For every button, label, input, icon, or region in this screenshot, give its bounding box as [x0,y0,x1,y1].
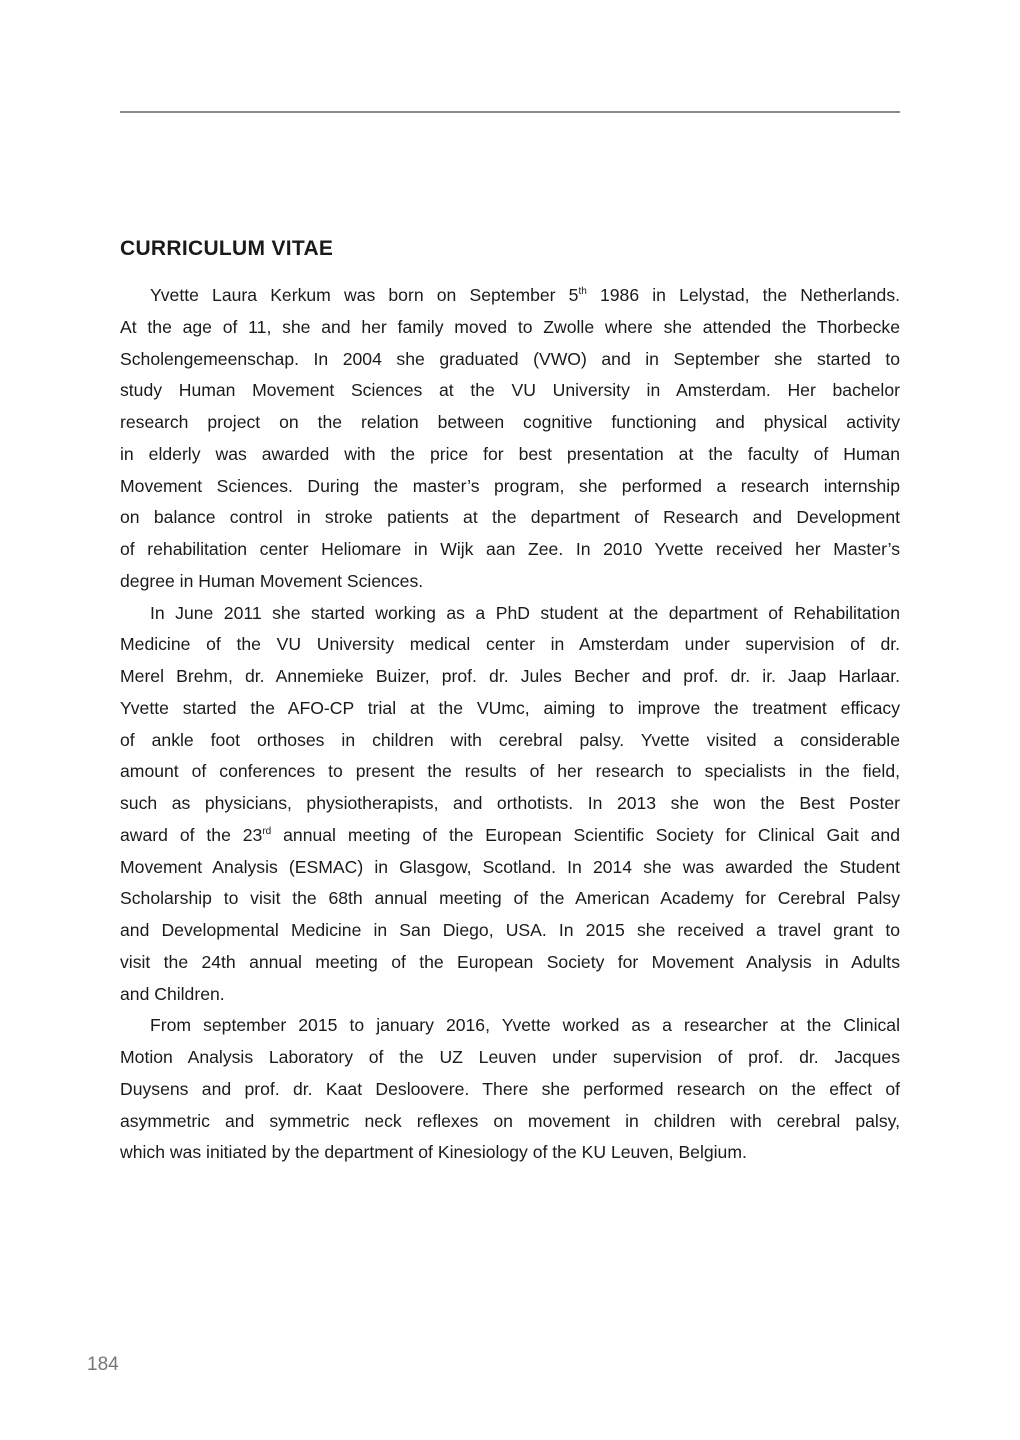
text-segment: annual meeting of the European Scientific Society for Clinical Gait and [271,824,900,845]
text-line: In June 2011 she started working as a PhD student at the department of Rehabilitation [150,602,900,623]
text-line: research project on the relation between cognitive functioning and physical activity [120,412,900,432]
text-line: Merel Brehm, dr. Annemieke Buizer, prof. dr. Jules Becher and prof. dr. ir. Jaap Harlaar. [120,666,900,686]
text-line: visit the 24th annual meeting of the European Society for Movement Analysis in Adults [120,951,900,972]
text-line: From september 2015 to january 2016, Yvette worked as a researcher at the Clinical [150,1015,900,1036]
text-line: such as physicians, physiotherapists, and orthotists. In 2013 she won the Best Poster [120,793,900,813]
header-rule [120,111,900,113]
paragraph [120,1010,900,1169]
text-line: and Developmental Medicine in San Diego, USA. In 2015 she received a travel grant to [120,920,900,940]
text-line: Scholarship to visit the 68th annual meeting of the American Academy for Cerebral Palsy [120,888,900,909]
text-line: which was initiated by the department of Kinesiology of the KU Leuven, Belgium. [120,1142,747,1163]
text-line: Medicine of the VU University medical center in Amsterdam under supervision of dr. [120,634,900,655]
text-line [120,280,900,312]
text-line: Scholengemeenschap. In 2004 she graduated (VWO) and in September she started to [120,348,900,369]
text-line: Movement Sciences. During the master’s program, she performed a research internship [120,475,900,496]
text-line: study Human Movement Sciences at the VU University in Amsterdam. Her bachelor [120,380,900,401]
section-title: CURRICULUM VITAE [120,237,334,260]
text-line: amount of conferences to present the results of her research to specialists in the field, [120,761,900,782]
text-line: of ankle foot orthoses in children with cerebral palsy. Yvette visited a considerable [120,729,900,750]
text-line: of rehabilitation center Heliomare in Wijk aan Zee. In 2010 Yvette received her Master’s [120,539,900,559]
text-line: Duysens and prof. dr. Kaat Desloovere. There she performed research on the effect of [120,1078,900,1099]
text-line: on balance control in stroke patients at the department of Research and Development [120,507,900,528]
text-segment: 1986 in Lelystad, the Netherlands. [586,285,901,305]
paragraph [120,598,900,1011]
superscript: th [578,286,587,297]
text-line: Motion Analysis Laboratory of the UZ Leuven under supervision of prof. dr. Jacques [120,1047,900,1067]
text-line: and Children. [120,983,225,1004]
superscript: rd [262,825,272,837]
text-segment: Yvette Laura Kerkum was born on September 5 [150,285,579,305]
text-line: At the age of 11, she and her family moved to Zwolle where she attended the Thorbecke [120,316,900,337]
text-line: in elderly was awarded with the price for best presentation at the faculty of Human [120,443,900,464]
text-line: degree in Human Movement Sciences. [120,570,424,591]
page-number: 184 [87,1354,119,1375]
text-line: Yvette started the AFO-CP trial at the VUmc, aiming to improve the treatment efficacy [120,697,900,718]
paragraph [120,280,900,598]
text-segment: award of the 23 [120,824,263,845]
text-line [120,820,900,852]
cv-body [120,280,900,1169]
text-line: asymmetric and symmetric neck reflexes on movement in children with cerebral palsy, [120,1110,900,1131]
text-line: Movement Analysis (ESMAC) in Glasgow, Scotland. In 2014 she was awarded the Student [120,856,900,877]
